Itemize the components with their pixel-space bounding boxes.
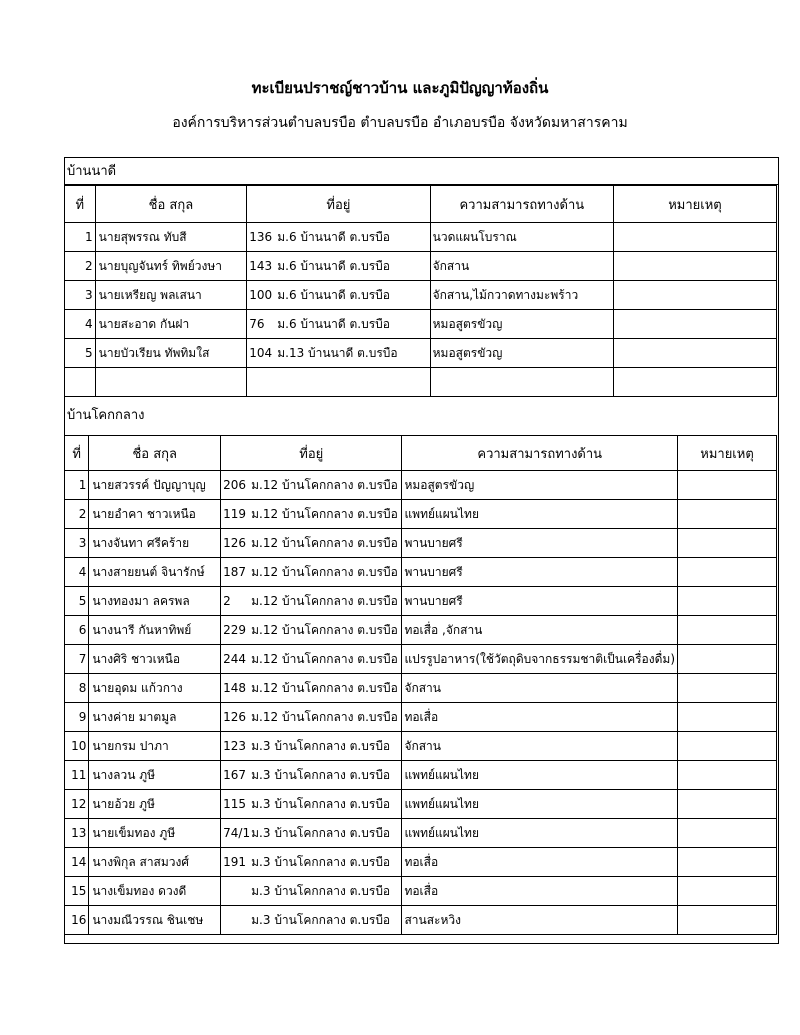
cell-note [678, 703, 777, 732]
cell-note [678, 645, 777, 674]
cell-note [678, 790, 777, 819]
section-heading-ban-na-di: บ้านนาดี [65, 158, 778, 185]
cell-skill: พานบายศรี [402, 529, 678, 558]
cell-number: 7 [65, 645, 89, 674]
table-row [65, 703, 777, 732]
cell-note [678, 471, 777, 500]
address-text: ม.6 บ้านนาดี ต.บรบือ [277, 316, 390, 331]
cell-number: 6 [65, 616, 89, 645]
cell-name: นายสุพรรณ ทับสี [95, 223, 247, 252]
cell-skill: จักสาน,ไม้กวาดทางมะพร้าว [430, 281, 613, 310]
house-number: 229 [223, 622, 247, 637]
cell-name: นายเข็มทอง ภูษี [89, 819, 221, 848]
address-text: ม.3 บ้านโคกกลาง ต.บรบือ [251, 738, 391, 753]
house-number: 115 [223, 796, 247, 811]
cell-skill: สานสะหวิง [402, 906, 678, 935]
cell-address [221, 790, 402, 819]
table-row [65, 310, 777, 339]
column-header-name: ชื่อ สกุล [95, 186, 247, 223]
cell-skill: ทอเสื่อ [402, 877, 678, 906]
column-header-skill: ความสามารถทางด้าน [402, 436, 678, 471]
table-row [65, 558, 777, 587]
cell-skill: แปรรูปอาหาร(ใช้วัตถุดิบจากธรรมชาติเป็นเครื่องดื่ม) [402, 645, 678, 674]
address-text: ม.12 บ้านโคกกลาง ต.บรบือ [251, 564, 398, 579]
document-title: ทะเบียนปราชญ์ชาวบ้าน และภูมิปัญญาท้องถิ่น [251, 79, 549, 97]
cell-number: 3 [65, 529, 89, 558]
table-header-row [65, 186, 777, 223]
cell-name: นางศิริ ชาวเหนือ [89, 645, 221, 674]
table-row [65, 877, 777, 906]
house-number: 76 [249, 316, 265, 331]
cell-address [247, 252, 430, 281]
cell-note [678, 616, 777, 645]
column-header-note: หมายเหตุ [613, 186, 776, 223]
cell-address [221, 645, 402, 674]
address-text: ม.12 บ้านโคกกลาง ต.บรบือ [251, 506, 398, 521]
address-text: ม.6 บ้านนาดี ต.บรบือ [277, 229, 390, 244]
cell-name: นายอำคา ชาวเหนือ [89, 500, 221, 529]
house-number: 100 [249, 287, 273, 302]
table-body-ban-na-di [65, 223, 777, 397]
address-text: ม.12 บ้านโคกกลาง ต.บรบือ [251, 680, 398, 695]
cell-note [678, 674, 777, 703]
cell-skill: ทอเสื่อ [402, 848, 678, 877]
address-text: ม.3 บ้านโคกกลาง ต.บรบือ [251, 796, 391, 811]
cell-note [678, 761, 777, 790]
cell-name: นายอุดม แก้วกาง [89, 674, 221, 703]
cell-skill: แพทย์แผนไทย [402, 500, 678, 529]
house-number: 206 [223, 477, 247, 492]
cell-number: 4 [65, 310, 96, 339]
cell-note [613, 252, 776, 281]
cell-name: นางมณีวรรณ ชินเชษ [89, 906, 221, 935]
cell-number: 8 [65, 674, 89, 703]
table-row [65, 587, 777, 616]
cell-skill: แพทย์แผนไทย [402, 761, 678, 790]
address-text: ม.13 บ้านนาดี ต.บรบือ [277, 345, 398, 360]
cell-address [221, 848, 402, 877]
column-header-num: ที่ [65, 186, 96, 223]
cell-skill [430, 368, 613, 397]
registry-table-ban-na-di [64, 185, 777, 397]
cell-number: 16 [65, 906, 89, 935]
cell-name: นายสวรรค์ ปัญญาบุญ [89, 471, 221, 500]
cell-address [247, 368, 430, 397]
table-row [65, 645, 777, 674]
cell-address [221, 529, 402, 558]
cell-skill: หมอสูตรขัวญ [430, 339, 613, 368]
cell-address [221, 674, 402, 703]
table-row [65, 339, 777, 368]
cell-skill: แพทย์แผนไทย [402, 790, 678, 819]
table-row [65, 368, 777, 397]
cell-skill: หมอสูตรขัวญ [430, 310, 613, 339]
cell-skill: จักสาน [402, 674, 678, 703]
cell-name: นายบัวเรียน ทัพทิมใส [95, 339, 247, 368]
column-header-address: ที่อยู่ [247, 186, 430, 223]
cell-skill: ทอเสื่อ [402, 703, 678, 732]
cell-skill: นวดแผนโบราณ [430, 223, 613, 252]
table-row [65, 281, 777, 310]
house-number: 119 [223, 506, 247, 521]
house-number: 167 [223, 767, 247, 782]
cell-address [221, 732, 402, 761]
house-number: 74/1 [223, 825, 251, 840]
cell-name: นายสะอาด กันฝา [95, 310, 247, 339]
address-text: ม.12 บ้านโคกกลาง ต.บรบือ [251, 651, 398, 666]
cell-note [613, 368, 776, 397]
cell-address [221, 587, 402, 616]
cell-number: 5 [65, 339, 96, 368]
house-number: 148 [223, 680, 247, 695]
cell-name: นางจันทา ศรีคร้าย [89, 529, 221, 558]
cell-name: นายกรม ปาภา [89, 732, 221, 761]
cell-note [678, 529, 777, 558]
cell-number [65, 368, 96, 397]
column-header-skill: ความสามารถทางด้าน [430, 186, 613, 223]
address-text: ม.3 บ้านโคกกลาง ต.บรบือ [251, 767, 391, 782]
cell-address [247, 223, 430, 252]
cell-note [678, 558, 777, 587]
cell-address [221, 471, 402, 500]
address-text: ม.3 บ้านโคกกลาง ต.บรบือ [251, 825, 391, 840]
cell-note [678, 848, 777, 877]
house-number: 187 [223, 564, 247, 579]
table-row [65, 790, 777, 819]
table-row [65, 223, 777, 252]
cell-address [221, 558, 402, 587]
house-number: 191 [223, 854, 247, 869]
cell-name: นางสายยนต์ จินารักษ์ [89, 558, 221, 587]
cell-address [247, 339, 430, 368]
address-text: ม.12 บ้านโคกกลาง ต.บรบือ [251, 593, 398, 608]
house-number: 126 [223, 709, 247, 724]
cell-name: นางพิกุล สาสมวงศ์ [89, 848, 221, 877]
cell-note [678, 500, 777, 529]
address-text: ม.6 บ้านนาดี ต.บรบือ [277, 258, 390, 273]
cell-address [221, 819, 402, 848]
column-header-address: ที่อยู่ [221, 436, 402, 471]
house-number: 126 [223, 535, 247, 550]
house-number: 143 [249, 258, 273, 273]
address-text: ม.6 บ้านนาดี ต.บรบือ [277, 287, 390, 302]
cell-note [613, 281, 776, 310]
cell-number: 2 [65, 500, 89, 529]
address-text: ม.12 บ้านโคกกลาง ต.บรบือ [251, 622, 398, 637]
column-header-name: ชื่อ สกุล [89, 436, 221, 471]
cell-name: นายอ้วย ภูษี [89, 790, 221, 819]
cell-note [678, 587, 777, 616]
cell-note [678, 732, 777, 761]
cell-address [247, 310, 430, 339]
cell-number: 5 [65, 587, 89, 616]
cell-number: 15 [65, 877, 89, 906]
cell-address [221, 703, 402, 732]
table-row [65, 616, 777, 645]
cell-address [221, 906, 402, 935]
cell-name: นางค่าย มาตมูล [89, 703, 221, 732]
table-row [65, 732, 777, 761]
cell-number: 12 [65, 790, 89, 819]
table-body-ban-khok-klang [65, 471, 777, 935]
address-text: ม.12 บ้านโคกกลาง ต.บรบือ [251, 535, 398, 550]
document-subtitle: องค์การบริหารส่วนตำบลบรบือ ตำบลบรบือ อำเภอบรบือ จังหวัดมหาสารคาม [172, 115, 628, 131]
column-header-note: หมายเหตุ [678, 436, 777, 471]
cell-number: 9 [65, 703, 89, 732]
cell-name: นางลวน ภูษี [89, 761, 221, 790]
registry-table-ban-khok-klang [64, 435, 777, 935]
table-row [65, 819, 777, 848]
cell-number: 4 [65, 558, 89, 587]
cell-note [678, 906, 777, 935]
cell-address [221, 500, 402, 529]
table-row [65, 252, 777, 281]
table-row [65, 674, 777, 703]
table-row [65, 529, 777, 558]
registry-frame [64, 157, 779, 944]
table-row [65, 761, 777, 790]
cell-number: 1 [65, 471, 89, 500]
cell-name: นายบุญจันทร์ ทิพย์วงษา [95, 252, 247, 281]
cell-skill: จักสาน [430, 252, 613, 281]
address-text: ม.12 บ้านโคกกลาง ต.บรบือ [251, 709, 398, 724]
table-header-row [65, 436, 777, 471]
address-text: ม.3 บ้านโคกกลาง ต.บรบือ [251, 854, 391, 869]
cell-note [678, 819, 777, 848]
cell-address [221, 761, 402, 790]
address-text: ม.12 บ้านโคกกลาง ต.บรบือ [251, 477, 398, 492]
house-number: 2 [223, 593, 231, 608]
cell-number: 14 [65, 848, 89, 877]
cell-skill: พานบายศรี [402, 558, 678, 587]
cell-address [247, 281, 430, 310]
cell-skill: พานบายศรี [402, 587, 678, 616]
cell-note [613, 223, 776, 252]
table-row [65, 906, 777, 935]
cell-number: 3 [65, 281, 96, 310]
house-number: 244 [223, 651, 247, 666]
house-number: 104 [249, 345, 273, 360]
address-text: ม.3 บ้านโคกกลาง ต.บรบือ [251, 883, 391, 898]
cell-skill: จักสาน [402, 732, 678, 761]
cell-skill: หมอสูตรขัวญ [402, 471, 678, 500]
cell-name: นางเข็มทอง ดวงดี [89, 877, 221, 906]
house-number: 123 [223, 738, 247, 753]
cell-note [613, 310, 776, 339]
cell-name: นายเหรียญ พลเสนา [95, 281, 247, 310]
cell-name: นางทองมา ลครพล [89, 587, 221, 616]
cell-address [221, 616, 402, 645]
cell-note [613, 339, 776, 368]
cell-number: 2 [65, 252, 96, 281]
column-header-num: ที่ [65, 436, 89, 471]
cell-address [221, 877, 402, 906]
table-row [65, 500, 777, 529]
house-number: 136 [249, 229, 273, 244]
section-heading-ban-khok-klang: บ้านโคกกลาง [67, 408, 145, 423]
address-text: ม.3 บ้านโคกกลาง ต.บรบือ [251, 912, 391, 927]
cell-name: นางนารี กันหาทิพย์ [89, 616, 221, 645]
cell-number: 13 [65, 819, 89, 848]
cell-number: 10 [65, 732, 89, 761]
cell-number: 1 [65, 223, 96, 252]
table-row [65, 471, 777, 500]
table-row [65, 848, 777, 877]
cell-name [95, 368, 247, 397]
cell-note [678, 877, 777, 906]
cell-number: 11 [65, 761, 89, 790]
cell-skill: แพทย์แผนไทย [402, 819, 678, 848]
cell-skill: ทอเสื่อ ,จักสาน [402, 616, 678, 645]
